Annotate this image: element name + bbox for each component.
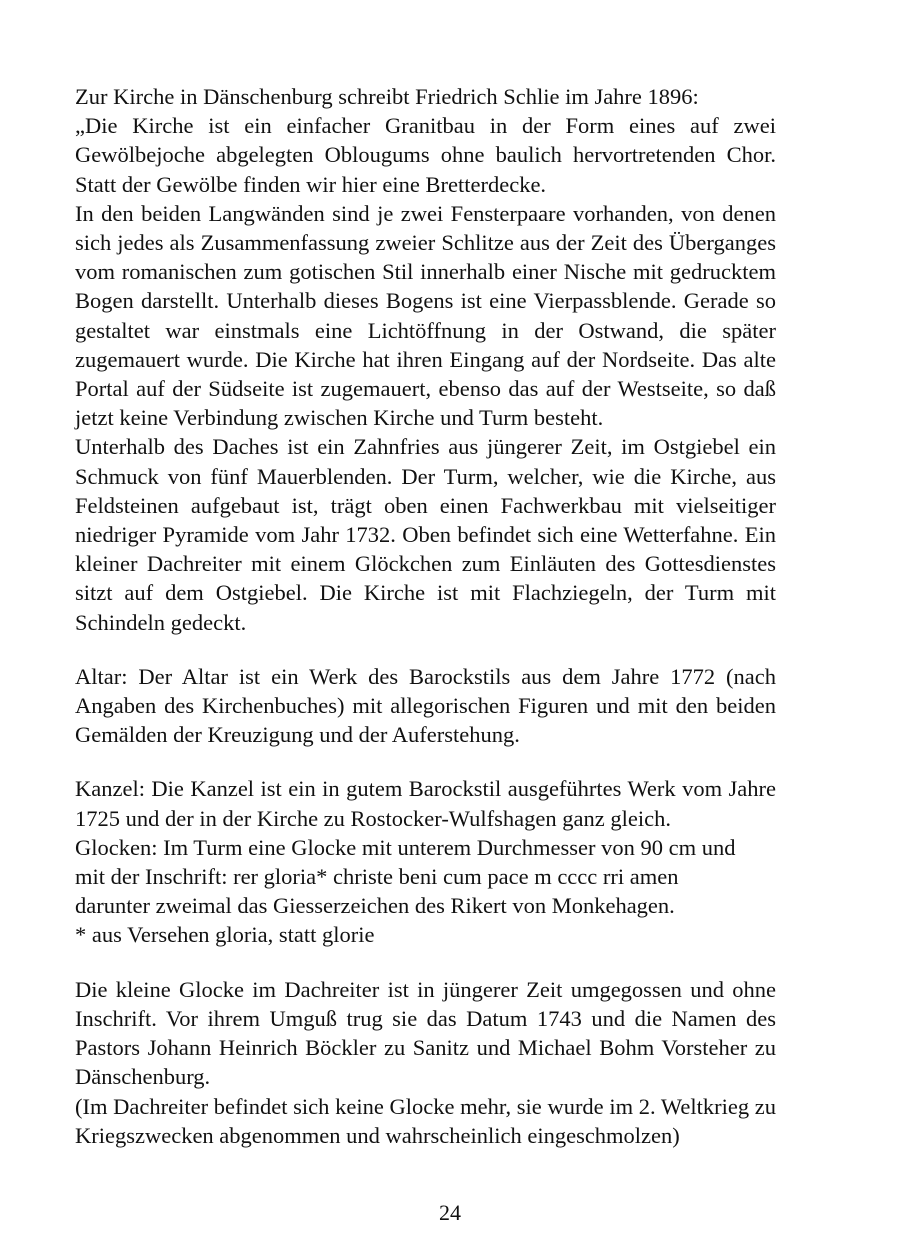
spacer <box>75 637 776 662</box>
spacer <box>75 749 776 774</box>
page-number: 24 <box>439 1200 461 1225</box>
paragraph-tower: Unterhalb des Daches ist ein Zahnfries aus jüngerer Zeit, im Ostgiebel ein Schmuck von fünf Mauerblenden. Der Turm, welcher, wie die Kirche, aus Feldsteinen aufgebaut ist, trägt oben einen Fachwerkbau mit vielseitiger niedriger Pyramide vom Jahr 1732. Oben befindet sich eine Wetterfahne. Ein kleiner Dachreiter mit einem Glöckchen zum Einläuten des Gottesdienstes sitzt auf dem Ostgiebel. Die Kirche ist mit Flachziegeln, der Turm mit Schindeln gedeckt. <box>75 434 776 635</box>
paragraph-world-war: (Im Dachreiter befindet sich keine Glocke mehr, sie wurde im 2. Weltkrieg zu Kriegszwecken abgenommen und wahrscheinlich eingeschmolzen) <box>75 1093 776 1148</box>
spacer <box>75 950 776 975</box>
paragraph-altar: Altar: Der Altar ist ein Werk des Barockstils aus dem Jahre 1772 (nach Angaben des Kirchenbuches) mit allegorischen Figuren und mit den beiden Gemälden der Kreuzigung und der Auferstehung. <box>75 663 776 748</box>
paragraph-description: „Die Kirche ist ein einfacher Granitbau in der Form eines auf zwei Gewölbejoche abgelegten Oblougums ohne baulich hervortretenden Chor. Statt der Gewölbe finden wir hier eine Bretterdecke. <box>75 113 776 197</box>
paragraph-small-bell: Die kleine Glocke im Dachreiter ist in jüngerer Zeit umgegossen und ohne Inschrift. Vor ihrem Umguß trug sie das Datum 1743 und die Namen des Pastors Johann Heinrich Böckler zu Sanitz und Michael Bohm Vorsteher zu Dänschenburg. <box>75 976 776 1090</box>
paragraph-kanzel: Kanzel: Die Kanzel ist ein in gutem Barockstil ausgeführtes Werk vom Jahre 1725 und der in der Kirche zu Rostocker-Wulfshagen ganz gleich. <box>75 776 776 831</box>
paragraph-windows: In den beiden Langwänden sind je zwei Fensterpaare vorhanden, von denen sich jedes als Zusammenfassung zweier Schlitze aus der Zeit des Überganges vom romanischen zum gotischen Stil innerhalb einer Nische mit gedrucktem Bogen darstellt. Unterhalb dieses Bogens ist eine Vierpassblende. Gerade so gestaltet war einstmals eine Lichtöffnung in der Ostwand, die später zugemauert wurde. Die Kirche hat ihren Eingang auf der Nordseite. Das alte Portal auf der Südseite ist zugemauert, ebenso das auf der Westseite, so daß jetzt keine Verbindung zwischen Kirche und Turm besteht. <box>75 200 776 431</box>
footnote: * aus Versehen gloria, statt glorie <box>75 922 375 948</box>
intro-line: Zur Kirche in Dänschenburg schreibt Friedrich Schlie im Jahre 1896: <box>75 84 699 109</box>
line-glocken: Glocken: Im Turm eine Glocke mit unterem Durchmesser von 90 cm und <box>75 834 736 860</box>
line-inschrift: mit der Inschrift: rer gloria* christe beni cum pace m cccc rri amen <box>75 864 679 890</box>
line-giesser: darunter zweimal das Giesserzeichen des Rikert von Monkehagen. <box>75 893 675 919</box>
body-text <box>75 82 776 1150</box>
